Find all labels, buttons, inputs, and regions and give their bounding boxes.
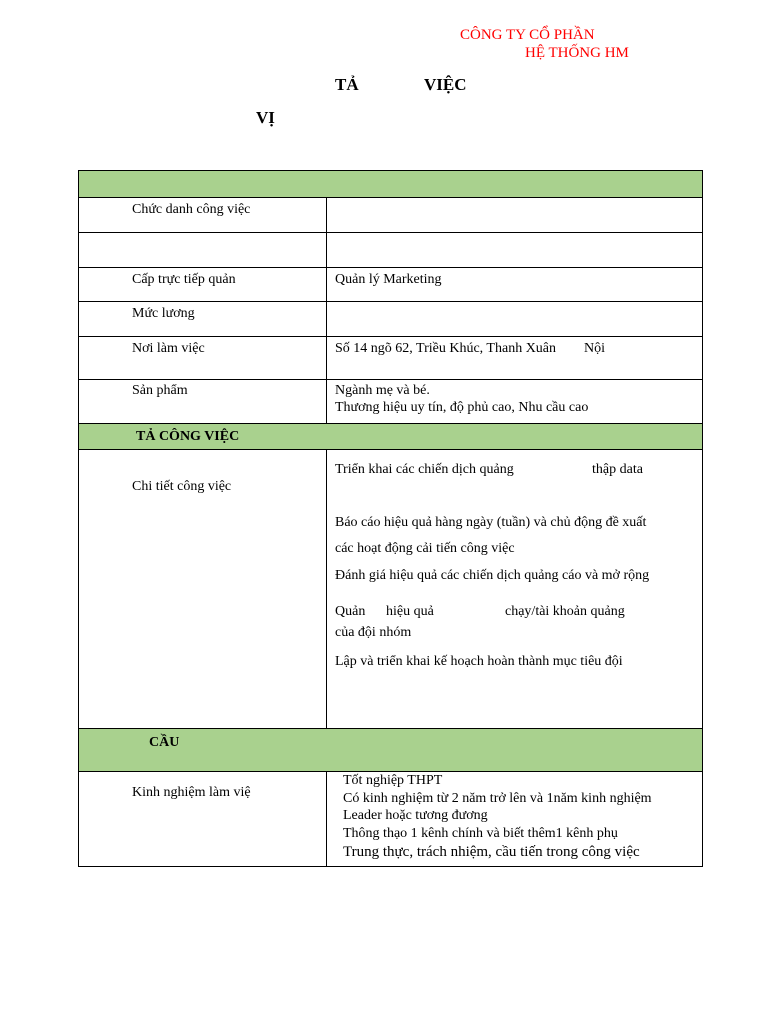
row-value: Số 14 ngõ 62, Triều Khúc, Thanh Xuân Nội	[335, 341, 606, 356]
table-row	[79, 198, 702, 233]
row-label: Chức danh công việc	[132, 202, 251, 217]
requirement-item: Có kinh nghiệm từ 2 năm trở lên và 1năm kinh nghiệm	[343, 791, 652, 806]
row-value: Quản lý Marketing	[335, 272, 442, 287]
section-header-description	[79, 424, 702, 450]
requirements-row	[79, 772, 702, 866]
job-task-item: Đánh giá hiệu quả các chiến dịch quảng cáo và mở rộng	[335, 568, 650, 583]
job-task-item: Báo cáo hiệu quả hàng ngày (tuần) và chủ động đề xuất	[335, 515, 647, 530]
job-task-item: Lập và triển khai kế hoạch hoàn thành mục tiêu đội	[335, 654, 623, 669]
row-label-cell	[79, 233, 327, 267]
company-name-line2: HỆ THỐNG HM	[525, 45, 629, 61]
row-value-line: Ngành mẹ và bé.	[335, 383, 430, 398]
row-label-cell	[79, 302, 327, 336]
job-task-item-cont: của đội nhóm	[335, 625, 412, 640]
row-label: Sản phẩm	[132, 383, 188, 398]
requirement-item: Thông thạo 1 kênh chính và biết thêm1 kênh phụ	[343, 826, 618, 841]
job-detail-row	[79, 450, 702, 729]
table-row	[79, 380, 702, 424]
row-label: Mức lương	[132, 306, 195, 321]
requirement-item: Trung thực, trách nhiệm, cầu tiến trong công việc	[343, 844, 640, 860]
row-value-line: Thương hiệu uy tín, độ phủ cao, Nhu cầu cao	[335, 400, 589, 415]
section-title: TẢ CÔNG VIỆC	[136, 429, 240, 444]
row-label: Kinh nghiệm làm việ	[132, 785, 251, 800]
row-label: Chi tiết công việc	[132, 479, 232, 494]
table-row	[79, 268, 702, 302]
requirement-item: Tốt nghiệp THPT	[343, 773, 443, 788]
row-label-cell	[79, 380, 327, 423]
job-task-item: Triển khai các chiến dịch quảng	[335, 462, 514, 477]
doc-title-word3: VỊ	[256, 108, 275, 127]
table-row	[79, 302, 702, 337]
table-row	[79, 337, 702, 380]
section-title: CẦU	[149, 735, 180, 750]
job-task-item-cont: hiệu quả	[386, 604, 434, 619]
section-header-requirements	[79, 729, 702, 772]
table-header-band	[79, 171, 702, 198]
table-row	[79, 233, 702, 268]
job-description-table	[78, 170, 703, 867]
company-name-line1: CÔNG TY CỔ PHẦN	[460, 27, 595, 43]
requirement-item: Leader hoặc tương đương	[343, 808, 488, 823]
job-task-item-cont: chạy/tài khoản quảng	[505, 604, 625, 619]
row-label: Nơi làm việc	[132, 341, 205, 356]
job-task-item-cont: các hoạt động cải tiến công việc	[335, 541, 515, 556]
doc-title-word1: TẢ	[335, 75, 359, 94]
job-task-item-cont: thập data	[592, 462, 643, 477]
job-task-item: Quản	[335, 604, 366, 619]
row-label: Cấp trực tiếp quản	[132, 272, 236, 287]
doc-title-word2: VIỆC	[424, 75, 467, 94]
